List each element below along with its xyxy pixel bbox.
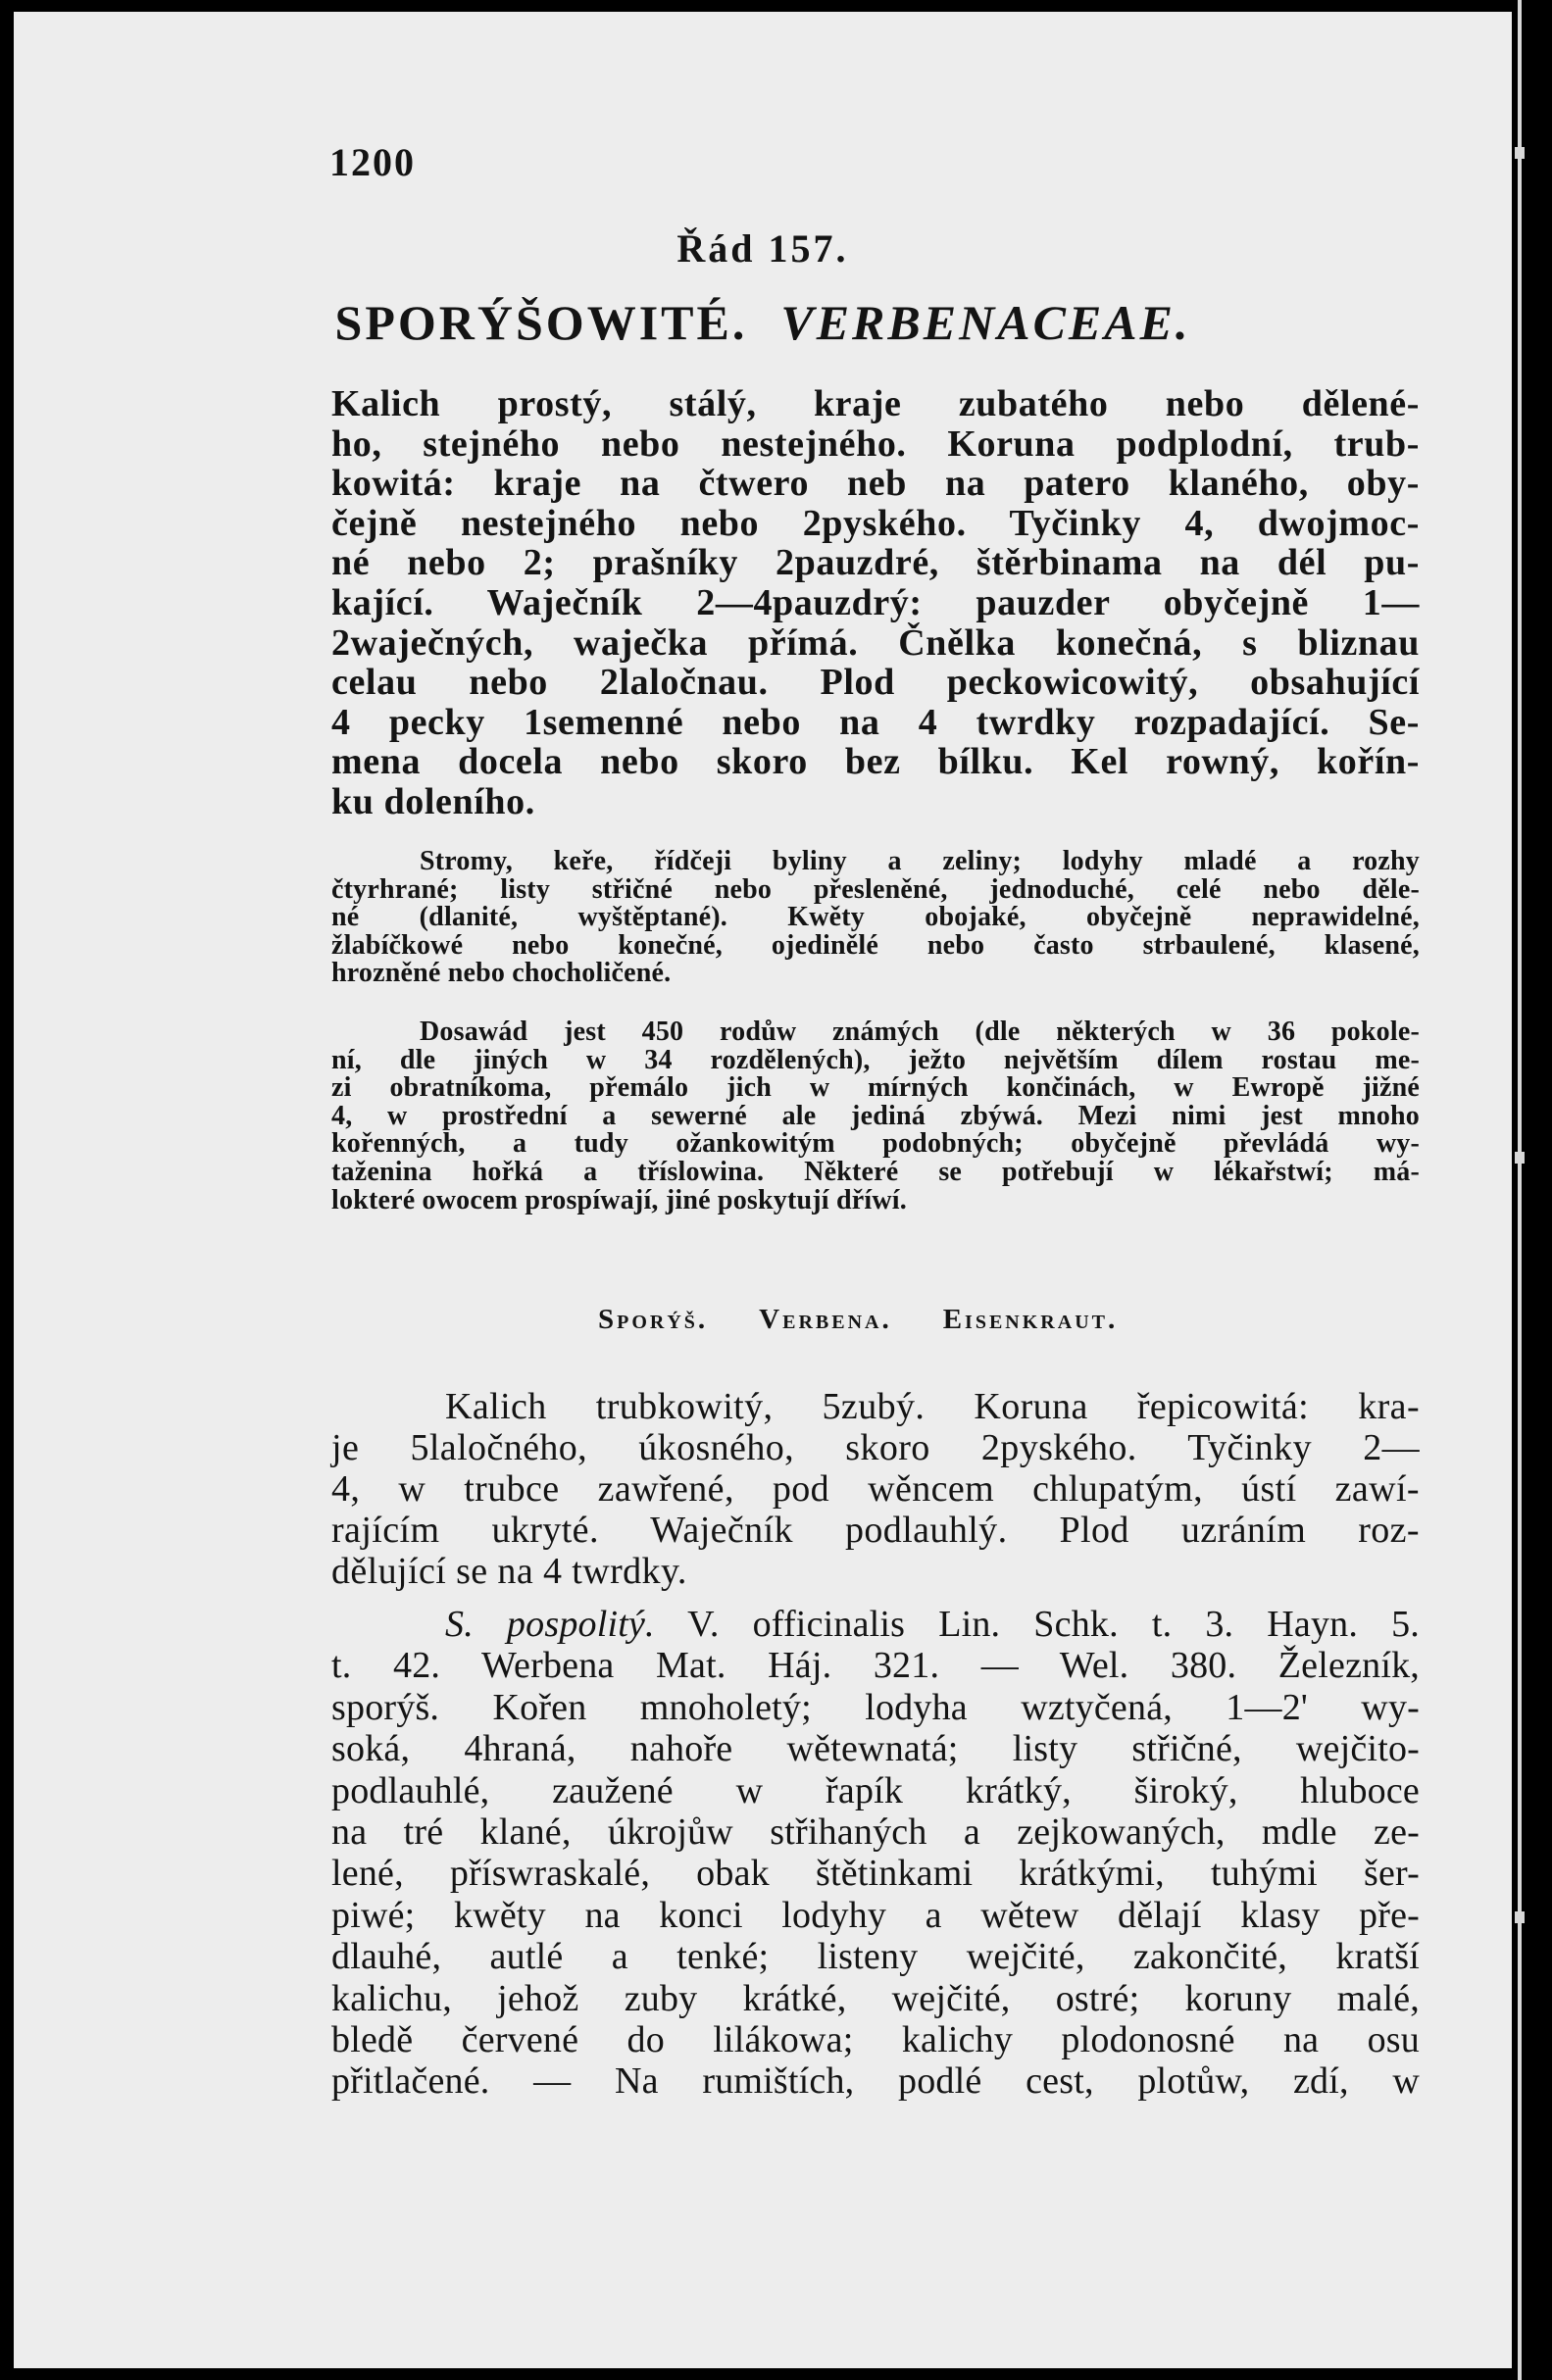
text-line: soká, 4hraná, nahoře wětewnatá; listy střičné, wejčito-: [331, 1728, 1420, 1770]
text-line: 4, w trubce zawřené, pod wěncem chlupatým, ústí zawí-: [331, 1468, 1420, 1510]
text-line: 4 pecky 1semenné nebo na 4 twrdky rozpadající. Se-: [331, 701, 1420, 743]
genus-name-german: Eisenkraut.: [942, 1304, 1119, 1335]
text-line: t. 42. Werbena Mat. Háj. 321. — Wel. 380. Železník,: [331, 1645, 1420, 1687]
text-line: Kalich prostý, stálý, kraje zubatého nebo dělené-: [331, 383, 1420, 424]
text-line: bledě červené do lilákowa; kalichy plodonosné na osu: [331, 2019, 1420, 2061]
text-line: kořenných, a tudy ožankowitým podobných; obyčejně převládá wy-: [331, 1128, 1420, 1160]
text-line: né (dlanité, wyštěptané). Kwěty obojaké, obyčejně neprawidelné,: [331, 902, 1420, 933]
species-synonyms: V. officinalis Lin. Schk. t. 3. Hayn. 5.: [654, 1604, 1420, 1645]
family-description: [331, 384, 1420, 822]
text-line: přitlačené. — Na rumištích, podlé cest, plotůw, zdí, w: [331, 2060, 1420, 2103]
text-line: podlauhlé, zaužené w řapík krátký, široký, hluboce: [331, 1769, 1420, 1811]
text-line: kowitá: kraje na čtwero neb na patero klaného, oby-: [331, 463, 1420, 505]
text-line: né nebo 2; prašníky 2pauzdré, štěrbinama na dél pu-: [331, 542, 1420, 584]
family-name-latin: VERBENACEAE.: [780, 295, 1191, 350]
species-name: S. pospolitý.: [445, 1604, 655, 1645]
text-line: taženina hořká a tříslowina. Některé se potřebují w lékařstwí; má-: [331, 1156, 1420, 1187]
text-line: mena docela nebo skoro bez bílku. Kel rowný, kořín-: [331, 741, 1420, 783]
genus-description: [331, 1386, 1420, 1592]
genus-heading: [598, 1304, 1169, 1336]
book-page: [14, 12, 1512, 2368]
text-line: dlauhé, autlé a tenké; listeny wejčité, zakončité, kratší: [331, 1936, 1420, 1978]
text-line: Dosawád jest 450 rodůw známých (dle některých w 36 pokole-: [420, 1016, 1420, 1047]
edge-notch: [1515, 1152, 1525, 1164]
text-line: sporýš. Kořen mnoholetý; lodyha wztyčená, 1—2' wy-: [331, 1686, 1420, 1728]
adjacent-page-edge: [1518, 0, 1522, 2380]
text-line: celau nebo 2laločnau. Plod peckowicowitý, obsahující: [331, 662, 1420, 704]
text-line: 4, w prostřední a sewerné ale jediná zbýwá. Mezi nimi jest mnoho: [331, 1100, 1420, 1131]
family-notes: [331, 848, 1420, 988]
text-line: ku doleního.: [331, 780, 535, 822]
page-number: 1200: [329, 140, 416, 184]
text-line: čtyrhrané; listy střičné nebo přesleněné, jednoduché, celé nebo děle-: [331, 873, 1420, 905]
text-line: piwé; kwěty na konci lodyhy a wětew dělají klasy pře-: [331, 1894, 1420, 1936]
text-line: na tré klané, úkrojůw střihaných a zejkowaných, mdle ze-: [331, 1811, 1420, 1854]
text-line: Kalich trubkowitý, 5zubý. Koruna řepicowitá: kra-: [445, 1386, 1420, 1427]
text-line: hrozněné nebo chocholičené.: [331, 958, 672, 989]
edge-notch: [1515, 147, 1525, 159]
text-line: žlabíčkowé nebo konečné, ojedinělé nebo často strbaulené, klasené,: [331, 929, 1420, 961]
text-line: kalichu, jehož zuby krátké, wejčité, ostré; koruny malé,: [331, 1977, 1420, 2019]
text-line: kající. Waječník 2—4pauzdrý: pauzder obyčejně 1—: [331, 581, 1420, 623]
edge-notch: [1515, 1911, 1525, 1923]
text-line: 2waječných, waječka přímá. Čnělka konečná, s bliznau: [331, 621, 1420, 664]
text-line: Stromy, keře, řídčeji byliny a zeliny; lodyhy mladé a rozhy: [420, 846, 1420, 876]
order-heading: Řád 157.: [676, 226, 849, 271]
text-line: zi obratníkoma, přemálo jich w mírných končinách, w Ewropě jižné: [331, 1072, 1420, 1104]
genus-name-czech: Sporýš.: [598, 1304, 709, 1335]
text-line: lené, příswraskalé, obak štětinkami krátkými, tuhými šer-: [331, 1853, 1420, 1895]
species-entry: [331, 1604, 1420, 2103]
text-line: dělující se na 4 twrdky.: [331, 1551, 687, 1592]
text-line: rajícím ukryté. Waječník podlauhlý. Plod uzráním roz-: [331, 1510, 1420, 1551]
species-first-line: [331, 1604, 1420, 1645]
family-name-czech: SPORÝŠOWITÉ.: [334, 295, 748, 350]
text-line: ní, dle jiných w 34 rozdělených), ježto největším dílem rostau me-: [331, 1044, 1420, 1075]
text-line: ho, stejného nebo nestejného. Koruna podplodní, trub-: [331, 422, 1420, 465]
text-line: lokteré owocem prospíwají, jiné poskytují dříwí.: [331, 1184, 907, 1215]
genus-name-latin: Verbena.: [759, 1304, 892, 1335]
family-heading: [14, 294, 1512, 351]
text-line: je 5laločného, úkosného, skoro 2pyského. Tyčinky 2—: [331, 1427, 1420, 1468]
text-line: čejně nestejného nebo 2pyského. Tyčinky 4, dwojmoc-: [331, 502, 1420, 544]
family-distribution: [331, 1018, 1420, 1215]
